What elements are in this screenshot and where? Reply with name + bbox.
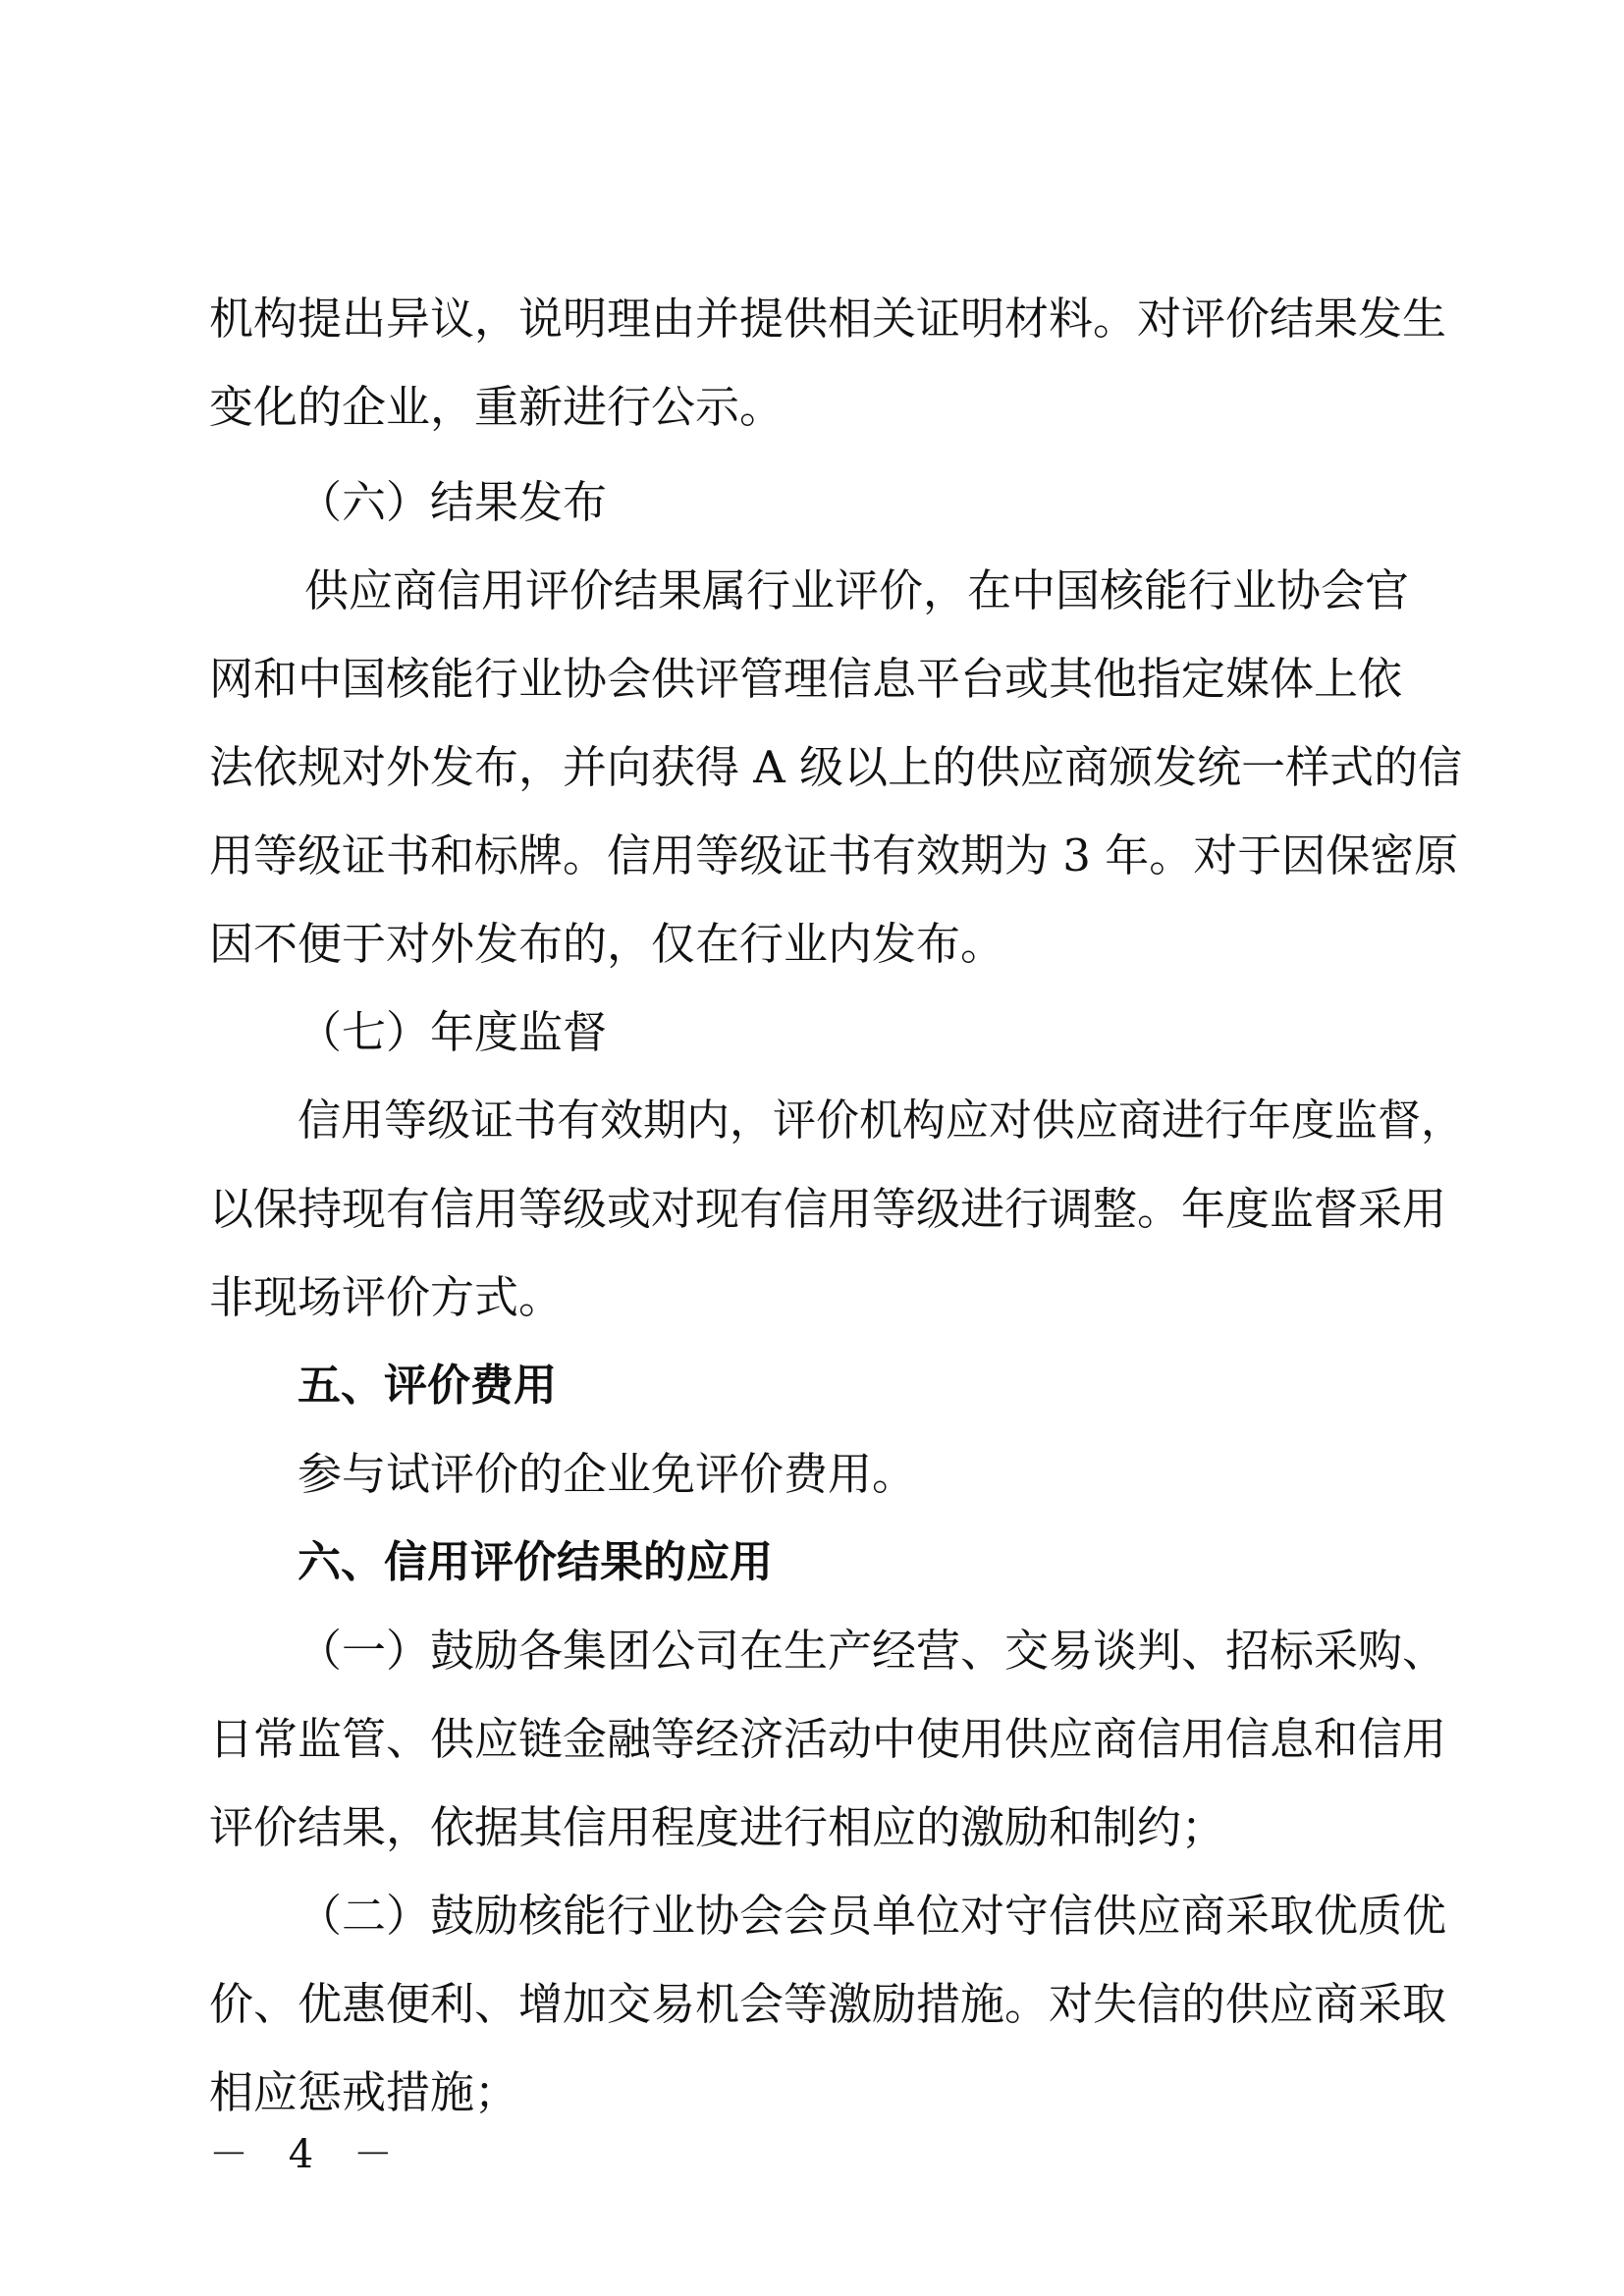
body-line: （二）鼓励核能行业协会会员单位对守信供应商采取优质优: [298, 1890, 1447, 1942]
body-line: 法依规对外发布，并向获得 A 级以上的供应商颁发统一样式的信: [209, 741, 1463, 793]
section-heading: 五、评价费用: [298, 1361, 557, 1411]
body-line: 因不便于对外发布的，仅在行业内发布。: [209, 918, 1005, 970]
body-line: 评价结果，依据其信用程度进行相应的激励和制约；: [209, 1801, 1226, 1853]
section-heading: 六、信用评价结果的应用: [298, 1537, 773, 1587]
body-line: 参与试评价的企业免评价费用。: [298, 1448, 917, 1500]
body-line: （一）鼓励各集团公司在生产经营、交易谈判、招标采购、: [298, 1625, 1447, 1677]
body-line: 网和中国核能行业协会供评管理信息平台或其他指定媒体上依: [209, 653, 1403, 705]
section-subheading: （六）结果发布: [298, 476, 608, 528]
body-line: 相应惩戒措施；: [209, 2066, 519, 2118]
body-line: 非现场评价方式。: [209, 1271, 564, 1323]
body-line: 信用等级证书有效期内，评价机构应对供应商进行年度监督，: [298, 1095, 1464, 1146]
body-line: 日常监管、供应链金融等经济活动中使用供应商信用信息和信用: [209, 1713, 1447, 1765]
body-line: 供应商信用评价结果属行业评价，在中国核能行业协会官: [304, 564, 1410, 616]
body-line: 机构提出异议，说明理由并提供相关证明材料。对评价结果发生: [209, 293, 1447, 345]
body-line: 以保持现有信用等级或对现有信用等级进行调整。年度监督采用: [209, 1183, 1447, 1235]
body-line: 变化的企业，重新进行公示。: [209, 381, 785, 433]
section-subheading: （七）年度监督: [298, 1006, 608, 1058]
page-number: － 4 －: [209, 2132, 406, 2177]
body-line: 价、优惠便利、增加交易机会等激励措施。对失信的供应商采取: [209, 1978, 1447, 2030]
body-line: 用等级证书和标牌。信用等级证书有效期为 3 年。对于因保密原: [209, 829, 1459, 881]
